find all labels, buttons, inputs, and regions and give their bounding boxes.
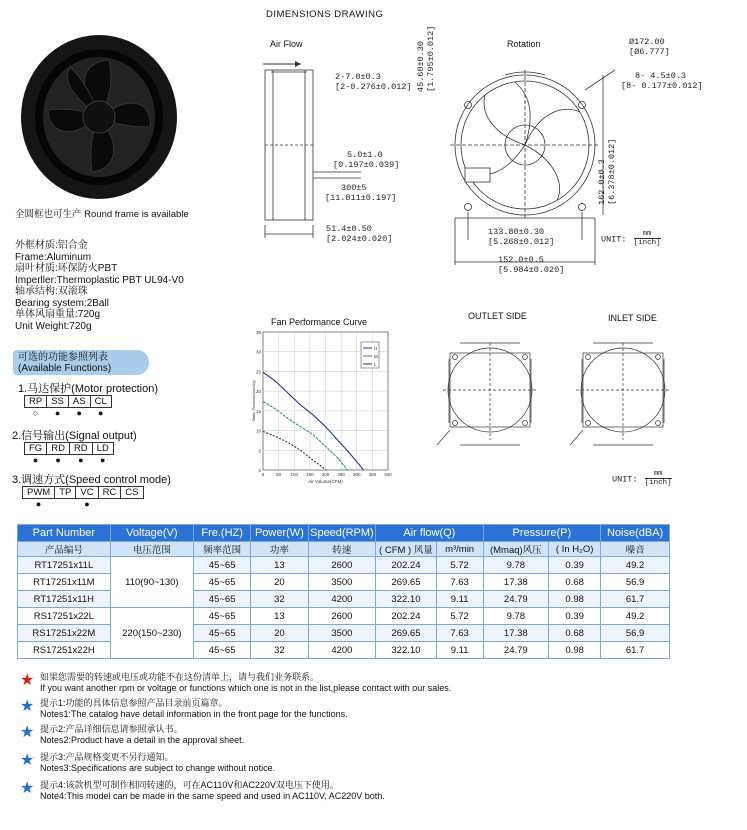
table-cell: 45~65 [194,625,251,642]
note-item [40,672,451,693]
fan-photo [14,22,184,207]
y-tick-label: 25 [255,369,261,375]
note-cn: 提示4:该款机型可制作相同转速的，可在AC110V和AC220V双电压下使用。 [40,780,339,790]
flag-mark: ● [35,499,42,509]
note-en: If you want another rpm or voltage or functions which one is not in the list,please contact with our sales. [40,682,452,693]
dim-value: 51.4±0.50 [326,224,372,234]
flag-cell: AS [68,396,90,408]
table-cell: 20 [251,625,308,642]
dim-172 [629,37,670,57]
flag-cell: SS [47,396,69,408]
dim-value: 300±5 [341,183,367,193]
inlet-side-drawing [568,335,673,470]
spec-line: 扇叶材质:环保防火PBT [15,263,118,274]
x-tick-label: 400 [384,472,392,477]
flag-cell: PWM [23,487,55,499]
dim-133-8 [488,227,554,247]
speed-control-title: 3.调速方式(Speed control mode) [12,474,171,486]
table-cell: 45~65 [194,608,251,625]
airflow-label: Air Flow [270,39,303,49]
rotation-label: Rotation [507,39,541,49]
table-cell: RT17251x11M [18,574,111,591]
note-item [40,724,244,745]
table-cell: 5.72 [436,557,483,574]
functions-header-cn: 可选的功能参照列表 [18,352,108,363]
functions-header-en: (Available Functions) [18,363,112,374]
flag-mark: ● [84,499,90,509]
header-power: Power(W) [251,525,308,542]
subheader: ( In H₂O) [549,542,601,557]
flag-mark [55,499,76,511]
table-cell: 45~65 [194,591,251,608]
table-cell: 322.10 [376,642,436,659]
flag-cell: FG [25,443,47,455]
spec-line: Bearing system:2Ball [15,297,109,309]
table-cell: 269.65 [376,625,436,642]
dim-value-inch: [1.795±0.012] [426,25,436,92]
table-cell: 49.2 [601,557,670,574]
dim-5-0 [333,150,399,170]
x-tick-label: 200 [321,472,330,477]
y-tick-label: 15 [255,408,261,414]
flag-mark [121,499,143,511]
note-cn: 提示1:功能的具体信息参照产品目录前页篇章。 [40,698,228,708]
x-axis-label: Air Volume(CFM) [308,479,343,484]
subheader: m³/min [436,542,483,557]
flag-cell: RD [69,443,92,455]
legend-label: M [374,354,378,359]
table-cell: 45~65 [194,557,251,574]
table-cell: 269.65 [376,574,436,591]
table-cell: RT17251x11L [18,557,111,574]
subheader: 转速 [308,542,376,557]
flag-cell: TP [55,487,76,499]
dimensions-title: DIMENSIONS DRAWING [266,9,384,20]
voltage-group-cell: 220(150~230) [110,608,193,659]
performance-chart [250,328,395,486]
unit-inch: [inch] [644,479,672,487]
table-cell: RT17251x11H [18,591,111,608]
round-frame-note: 全圆框也可生产 Round frame is available [15,209,189,220]
subheader: 电压范围 [110,542,193,557]
motor-protection-table [24,395,112,419]
flag-cell: RP [25,396,47,408]
unit-label: UNIT: [601,234,627,245]
table-cell: RS17251x22H [18,642,111,659]
x-tick-label: 150 [306,472,314,477]
flag-mark: ● [100,455,106,465]
table-cell: 49.2 [601,608,670,625]
note-en: Notes2:Product have a detail in the approval sheet. [40,734,245,745]
table-row [18,608,670,625]
dim-45-60 [416,26,436,92]
dim-value-inch: [8- 0.177±0.012] [621,81,703,91]
table-cell: 20 [251,574,308,591]
table-cell: 24.79 [483,591,549,608]
table-cell: 4200 [308,591,376,608]
table-cell: 13 [251,608,308,625]
table-row [18,557,670,574]
note-cn: 提示2:产品详细信息请参照承认书。 [40,724,183,734]
header-part-number: Part Number [18,525,111,542]
dim-value: 152.0±0.5 [498,255,544,265]
note-star-icon: ★ [20,698,35,715]
header-noise: Noise(dBA) [601,525,670,542]
table-cell: 202.24 [376,608,436,625]
inlet-title: INLET SIDE [608,313,657,323]
dim-value-inch: [11.811±0.197] [325,193,397,203]
flag-mark [98,499,121,511]
spec-line: 单体风扇重量:720g [15,309,101,320]
x-tick-label: 350 [368,472,377,477]
dim-value: Ø172.00 [629,37,665,47]
flag-mark: ● [54,408,61,418]
subheader: (Mmaq)风压 [483,542,549,557]
dim-value: 45.60±0.30 [416,40,426,92]
table-cell: 7.63 [436,625,483,642]
subheader: 产品编号 [18,542,111,557]
outlet-title: OUTLET SIDE [468,311,527,321]
speed-control-table [22,486,144,510]
y-tick-label: 0 [258,468,261,473]
x-tick-label: 0 [261,472,265,477]
note-item [40,698,348,719]
unit-inch: [inch] [633,239,661,247]
y-tick-label: 10 [255,428,261,434]
signal-output-title: 2.信号输出(Signal output) [12,430,137,442]
table-cell: 0.98 [549,591,601,608]
table-cell: 9.78 [483,608,549,625]
table-cell: 61.7 [601,642,670,659]
dim-value-inch: [5.268±0.012] [488,237,555,247]
subheader: 功率 [251,542,308,557]
note-cn: 提示3:产品规格变更不另行通知。 [40,752,174,762]
table-cell: 32 [251,642,308,659]
flag-mark: ● [97,408,104,418]
note-star-icon: ★ [20,724,35,741]
voltage-group-cell: 110(90~130) [110,557,193,608]
table-cell: 9.11 [436,642,483,659]
table-cell: 56.9 [601,625,670,642]
table-cell: 5.72 [436,608,483,625]
dim-152 [498,255,564,275]
flag-cell: VC [76,487,98,499]
table-cell: 9.78 [483,557,549,574]
spec-line: 轴承结构:双滚珠 [15,286,88,297]
x-tick-label: 250 [337,472,345,477]
flag-cell: CS [121,487,143,499]
table-cell: 3500 [308,574,376,591]
table-cell: 0.39 [549,557,601,574]
header-frequency: Fre.(HZ) [194,525,251,542]
chart-title: Fan Performance Curve [271,317,368,327]
subheader: 噪音 [601,542,670,557]
table-cell: 56.9 [601,574,670,591]
flag-mark: ● [78,455,84,465]
table-cell: 202.24 [376,557,436,574]
subheader: ( CFM ) 风量 [376,542,436,557]
note-en: Note4:This model can be made in the same speed and used in AC110V, AC220V both. [40,790,385,801]
motor-protection-title: 1.马达保护(Motor protection) [18,383,158,395]
dim-2-7 [335,72,412,92]
table-cell: 61.7 [601,591,670,608]
table-cell: RS17251x22L [18,608,111,625]
x-tick-label: 50 [276,472,282,477]
table-cell: 24.79 [483,642,549,659]
unit-block [601,230,661,248]
functions-header [18,352,111,374]
note-en: Notes1:The catalog have detail information in the front page for the functions. [40,708,348,719]
dim-value-inch: [6.378±0.012] [607,138,617,205]
dim-value: 5.0±1.0 [347,150,383,160]
table-cell: 45~65 [194,574,251,591]
spec-line: 外框材质:铝合金 [15,240,88,251]
header-airflow: Air flow(Q) [376,525,483,542]
spec-line: Unit Weight:720g [15,320,92,332]
dim-300 [325,183,396,203]
table-cell: 45~65 [194,642,251,659]
flag-cell: LD [92,443,113,455]
table-cell: 17.38 [483,574,549,591]
table-cell: 322.10 [376,591,436,608]
dim-value-inch: [Ø6.777] [629,47,670,57]
x-tick-label: 100 [290,472,299,477]
y-tick-label: 30 [255,349,261,355]
note-item [40,780,385,801]
y-tick-label: 35 [255,330,261,335]
legend-label: L [374,362,377,367]
signal-output-table [24,442,114,466]
dim-value: 133.80±0.30 [488,227,545,237]
flag-mark: ● [32,455,39,465]
table-cell: 4200 [308,642,376,659]
y-axis-label: Static Pressure(mmAq) [251,380,256,422]
flag-mark: ● [76,408,82,418]
dim-value-inch: [2.024±0.020] [326,234,393,244]
dim-value: 8- 4.5±0.3 [635,71,687,81]
dim-8-4-5 [621,71,703,91]
table-cell: 9.11 [436,591,483,608]
note-star-icon: ★ [20,780,35,797]
legend-label: H [374,346,378,351]
table-cell: 0.39 [549,608,601,625]
unit-block-2 [612,470,672,488]
header-speed: Speed(RPM) [308,525,376,542]
dim-51-4 [326,224,392,244]
x-tick-label: 300 [352,472,361,477]
subheader: 频率范围 [194,542,251,557]
table-cell: 13 [251,557,308,574]
dim-value-inch: [5.984±0.020] [498,265,565,275]
spec-list [15,240,184,332]
table-cell: 17.38 [483,625,549,642]
unit-mm: mm [645,470,672,479]
table-cell: RS17251x22M [18,625,111,642]
dim-value: 162.0±0.3 [597,159,607,205]
y-tick-label: 5 [258,448,261,454]
header-voltage: Voltage(V) [110,525,193,542]
header-pressure: Pressure(P) [483,525,601,542]
flag-mark: ● [55,455,61,465]
table-cell: 32 [251,591,308,608]
table-cell: 7.63 [436,574,483,591]
table-cell: 2600 [308,557,376,574]
dim-value-inch: [0.197±0.039] [333,160,400,170]
dim-162 [597,139,617,205]
table-cell: 3500 [308,625,376,642]
spec-line: Frame:Aluminum [15,251,92,263]
note-cn: 如果您需要的转速或电压或功能不在这份清单上，请与我们业务联系。 [40,672,320,682]
flag-mark: ○ [32,408,39,418]
spec-table [17,524,670,659]
outlet-side-drawing [435,335,540,470]
flag-cell: RD [47,443,70,455]
unit-label: UNIT: [612,474,638,485]
note-star-icon: ★ [20,752,35,769]
note-item [40,752,275,773]
flag-cell: RC [98,487,121,499]
table-cell: 2600 [308,608,376,625]
y-tick-label: 20 [255,389,261,395]
dim-value: 2-7.0±0.3 [335,72,381,82]
note-star-icon: ★ [20,672,35,689]
table-cell: 0.98 [549,642,601,659]
note-en: Notes3:Specifications are subject to change without notice. [40,762,276,773]
flag-cell: CL [90,396,111,408]
dim-value-inch: [2-0.276±0.012] [335,82,412,92]
table-cell: 0.68 [549,574,601,591]
unit-mm: mm [634,230,661,239]
spec-line: Imperller:Thermoplastic PBT UL94-V0 [15,274,184,286]
table-cell: 0.68 [549,625,601,642]
